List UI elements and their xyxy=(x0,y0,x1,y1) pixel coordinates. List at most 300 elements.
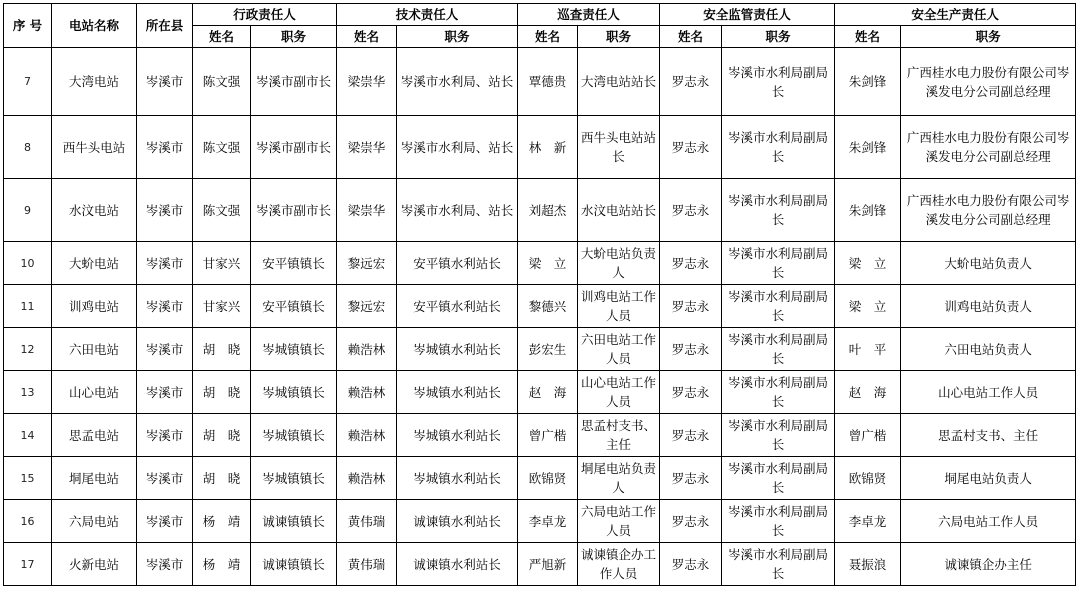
header-post: 职务 xyxy=(722,26,835,48)
patrol-name-cell xyxy=(518,543,578,586)
station-cell xyxy=(52,285,137,328)
tech-post-cell xyxy=(397,179,518,242)
seq-cell xyxy=(4,457,52,500)
tech-name-cell xyxy=(337,116,397,179)
seq-cell-text: 10 xyxy=(20,256,35,270)
safety-post-cell xyxy=(901,371,1076,414)
admin-name-cell-text: 胡 晓 xyxy=(202,384,241,400)
seq-cell xyxy=(4,500,52,543)
admin-name-cell xyxy=(193,457,251,500)
patrol-post-cell xyxy=(578,116,660,179)
county-cell-text: 岑溪市 xyxy=(145,470,184,486)
patrol-name-cell xyxy=(518,457,578,500)
supervision-post-cell xyxy=(722,414,835,457)
admin-post-cell-text: 安平镇镇长 xyxy=(262,298,325,314)
table-row xyxy=(4,285,1076,328)
station-cell xyxy=(52,116,137,179)
county-cell-text: 岑溪市 xyxy=(145,513,184,529)
header-post: 职务 xyxy=(251,26,337,48)
tech-name-cell-text: 赖浩林 xyxy=(347,427,386,443)
tech-name-cell xyxy=(337,414,397,457)
supervision-name-cell xyxy=(660,328,722,371)
tech-post-cell xyxy=(397,242,518,285)
admin-post-cell-text: 诚谏镇镇长 xyxy=(262,513,325,529)
admin-name-cell xyxy=(193,285,251,328)
county-cell-text: 岑溪市 xyxy=(145,74,184,89)
tech-name-cell xyxy=(337,285,397,328)
safety-name-cell xyxy=(835,457,901,500)
station-cell-text: 山心电站 xyxy=(68,384,119,400)
station-cell xyxy=(52,48,137,116)
county-cell-text: 岑溪市 xyxy=(145,341,184,357)
table-row xyxy=(4,116,1076,179)
station-cell-text: 西牛头电站 xyxy=(62,139,126,155)
patrol-name-cell xyxy=(518,179,578,242)
admin-post-cell-text: 岑溪市副市长 xyxy=(256,139,332,155)
safety-post-cell xyxy=(901,500,1076,543)
seq-cell-text: 12 xyxy=(20,342,35,356)
safety-name-cell-text: 朱剑锋 xyxy=(848,202,887,218)
safety-name-cell xyxy=(835,116,901,179)
admin-name-cell xyxy=(193,242,251,285)
header-name: 姓名 xyxy=(518,26,578,48)
seq-cell xyxy=(4,371,52,414)
tech-name-cell xyxy=(337,242,397,285)
patrol-post-cell-text: 西牛头电站站长 xyxy=(581,130,657,164)
supervision-post-cell xyxy=(722,371,835,414)
header-group-tech: 技术责任人 xyxy=(337,4,518,26)
county-cell xyxy=(137,179,193,242)
safety-post-cell-text: 六田电站负责人 xyxy=(944,341,1032,357)
safety-post-cell-text: 大蚧电站负责人 xyxy=(944,255,1032,271)
tech-post-cell xyxy=(397,116,518,179)
supervision-name-cell-text: 罗志永 xyxy=(671,255,710,271)
supervision-name-cell xyxy=(660,371,722,414)
tech-post-cell xyxy=(397,371,518,414)
admin-name-cell-text: 杨 靖 xyxy=(202,513,241,529)
header-seq: 序 号 xyxy=(4,4,52,48)
safety-post-cell-text: 垌尾电站负责人 xyxy=(944,470,1032,486)
header-group-admin: 行政责任人 xyxy=(193,4,337,26)
tech-post-cell-text: 诚谏镇水利站长 xyxy=(413,513,501,529)
patrol-name-cell xyxy=(518,371,578,414)
station-cell xyxy=(52,500,137,543)
safety-post-cell-text: 思孟村支书、主任 xyxy=(938,427,1039,443)
seq-cell-text: 15 xyxy=(20,471,35,485)
patrol-post-cell xyxy=(578,414,660,457)
safety-post-cell-text: 六局电站工作人员 xyxy=(938,513,1039,529)
supervision-post-cell xyxy=(722,242,835,285)
supervision-post-cell-text: 岑溪市水利局副局长 xyxy=(728,130,829,164)
county-cell xyxy=(137,328,193,371)
supervision-post-cell xyxy=(722,285,835,328)
supervision-name-cell xyxy=(660,179,722,242)
supervision-name-cell-text: 罗志永 xyxy=(671,470,710,486)
admin-name-cell-text: 甘家兴 xyxy=(202,298,241,314)
tech-post-cell-text: 安平镇水利站长 xyxy=(413,298,501,314)
county-cell xyxy=(137,242,193,285)
safety-post-cell-text: 广西桂水电力股份有限公司岑溪发电分公司副总经理 xyxy=(906,64,1070,99)
station-cell-text: 思孟电站 xyxy=(68,427,119,443)
county-cell xyxy=(137,116,193,179)
admin-name-cell xyxy=(193,116,251,179)
tech-name-cell-text: 黎远宏 xyxy=(347,255,386,271)
supervision-name-cell-text: 罗志永 xyxy=(671,427,710,443)
patrol-post-cell-text: 大湾电站站长 xyxy=(581,74,657,89)
responsibility-table xyxy=(3,3,1076,586)
tech-post-cell xyxy=(397,48,518,116)
supervision-post-cell xyxy=(722,457,835,500)
tech-name-cell-text: 赖浩林 xyxy=(347,341,386,357)
supervision-post-cell xyxy=(722,179,835,242)
tech-post-cell-text: 岑城镇水利站长 xyxy=(413,427,501,443)
patrol-post-cell xyxy=(578,371,660,414)
supervision-name-cell-text: 罗志永 xyxy=(671,139,710,155)
county-cell-text: 岑溪市 xyxy=(145,556,184,572)
tech-name-cell-text: 赖浩林 xyxy=(347,470,386,486)
supervision-name-cell xyxy=(660,242,722,285)
header-county: 所在县 xyxy=(137,4,193,48)
supervision-name-cell xyxy=(660,285,722,328)
patrol-name-cell-text: 李卓龙 xyxy=(528,513,567,529)
tech-post-cell-text: 岑城镇水利站长 xyxy=(413,384,501,400)
table-row xyxy=(4,500,1076,543)
seq-cell-text: 13 xyxy=(20,385,35,399)
patrol-name-cell-text: 刘超杰 xyxy=(528,202,567,218)
safety-name-cell xyxy=(835,328,901,371)
admin-post-cell-text: 安平镇镇长 xyxy=(262,255,325,271)
supervision-post-cell xyxy=(722,543,835,586)
tech-name-cell-text: 黎远宏 xyxy=(347,298,386,314)
supervision-name-cell xyxy=(660,414,722,457)
supervision-post-cell xyxy=(722,500,835,543)
tech-post-cell-text: 岑溪市水利局、站长 xyxy=(400,202,514,218)
header-name: 姓名 xyxy=(337,26,397,48)
admin-name-cell-text: 陈文强 xyxy=(202,74,241,89)
safety-name-cell-text: 李卓龙 xyxy=(848,513,887,529)
safety-name-cell-text: 朱剑锋 xyxy=(848,139,887,155)
safety-name-cell xyxy=(835,48,901,116)
admin-post-cell xyxy=(251,457,337,500)
admin-post-cell xyxy=(251,328,337,371)
safety-post-cell xyxy=(901,179,1076,242)
county-cell-text: 岑溪市 xyxy=(145,384,184,400)
supervision-post-cell-text: 岑溪市水利局副局长 xyxy=(728,64,829,99)
station-cell-text: 火新电站 xyxy=(68,556,119,572)
patrol-post-cell-text: 六局电站工作人员 xyxy=(581,504,657,538)
station-cell-text: 六局电站 xyxy=(68,513,119,529)
supervision-name-cell xyxy=(660,543,722,586)
seq-cell-text: 7 xyxy=(24,75,31,88)
safety-post-cell xyxy=(901,414,1076,457)
safety-name-cell-text: 梁 立 xyxy=(848,255,887,271)
patrol-name-cell xyxy=(518,48,578,116)
supervision-post-cell-text: 岑溪市水利局副局长 xyxy=(728,246,829,280)
admin-post-cell-text: 诚谏镇镇长 xyxy=(262,556,325,572)
seq-cell-text: 8 xyxy=(24,140,31,154)
safety-post-cell xyxy=(901,285,1076,328)
tech-post-cell-text: 安平镇水利站长 xyxy=(413,255,501,271)
safety-post-cell-text: 山心电站工作人员 xyxy=(938,384,1039,400)
header-post: 职务 xyxy=(901,26,1076,48)
patrol-name-cell-text: 欧锦贤 xyxy=(528,470,567,486)
seq-cell-text: 11 xyxy=(20,299,35,313)
supervision-post-cell-text: 岑溪市水利局副局长 xyxy=(728,418,829,452)
table-row xyxy=(4,48,1076,116)
station-cell xyxy=(52,543,137,586)
station-cell xyxy=(52,242,137,285)
safety-post-cell-text: 广西桂水电力股份有限公司岑溪发电分公司副总经理 xyxy=(906,193,1070,227)
tech-name-cell xyxy=(337,543,397,586)
safety-name-cell xyxy=(835,371,901,414)
station-cell-text: 水汶电站 xyxy=(68,202,119,218)
station-cell xyxy=(52,371,137,414)
safety-name-cell xyxy=(835,500,901,543)
safety-post-cell xyxy=(901,116,1076,179)
table-row xyxy=(4,414,1076,457)
patrol-post-cell-text: 垌尾电站负责人 xyxy=(581,461,657,495)
table-row xyxy=(4,179,1076,242)
tech-post-cell xyxy=(397,285,518,328)
patrol-post-cell xyxy=(578,543,660,586)
admin-post-cell xyxy=(251,179,337,242)
safety-post-cell xyxy=(901,543,1076,586)
tech-post-cell-text: 岑溪市水利局、站长 xyxy=(400,74,514,89)
patrol-name-cell-text: 林 新 xyxy=(528,139,567,155)
supervision-post-cell-text: 岑溪市水利局副局长 xyxy=(728,375,829,409)
admin-name-cell-text: 陈文强 xyxy=(202,139,241,155)
tech-post-cell xyxy=(397,328,518,371)
patrol-name-cell xyxy=(518,500,578,543)
supervision-post-cell xyxy=(722,48,835,116)
safety-post-cell xyxy=(901,242,1076,285)
tech-post-cell xyxy=(397,414,518,457)
county-cell xyxy=(137,543,193,586)
tech-name-cell xyxy=(337,48,397,116)
station-cell xyxy=(52,414,137,457)
supervision-post-cell xyxy=(722,116,835,179)
station-cell xyxy=(52,328,137,371)
admin-name-cell xyxy=(193,500,251,543)
patrol-name-cell xyxy=(518,116,578,179)
admin-post-cell xyxy=(251,285,337,328)
station-cell-text: 六田电站 xyxy=(68,341,119,357)
tech-name-cell xyxy=(337,179,397,242)
admin-name-cell xyxy=(193,328,251,371)
header-group-supervision: 安全监管责任人 xyxy=(660,4,835,26)
supervision-post-cell-text: 岑溪市水利局副局长 xyxy=(728,504,829,538)
table-row xyxy=(4,328,1076,371)
tech-name-cell-text: 黄伟瑞 xyxy=(347,556,386,572)
admin-name-cell-text: 杨 靖 xyxy=(202,556,241,572)
admin-name-cell xyxy=(193,179,251,242)
supervision-name-cell-text: 罗志永 xyxy=(671,556,710,572)
admin-name-cell xyxy=(193,48,251,116)
safety-post-cell xyxy=(901,48,1076,116)
tech-name-cell-text: 赖浩林 xyxy=(347,384,386,400)
admin-post-cell xyxy=(251,414,337,457)
supervision-post-cell-text: 岑溪市水利局副局长 xyxy=(728,461,829,495)
tech-post-cell-text: 岑城镇水利站长 xyxy=(413,341,501,357)
patrol-post-cell xyxy=(578,457,660,500)
station-cell-text: 训鸡电站 xyxy=(68,298,119,314)
patrol-name-cell-text: 曾广楷 xyxy=(528,427,567,443)
tech-name-cell-text: 梁崇华 xyxy=(347,202,386,218)
safety-name-cell-text: 欧锦贤 xyxy=(848,470,887,486)
seq-cell xyxy=(4,116,52,179)
header-name: 姓名 xyxy=(660,26,722,48)
admin-post-cell xyxy=(251,543,337,586)
tech-name-cell xyxy=(337,328,397,371)
seq-cell-text: 14 xyxy=(20,428,35,442)
patrol-post-cell-text: 诚谏镇企办工作人员 xyxy=(581,547,657,581)
safety-name-cell-text: 曾广楷 xyxy=(848,427,887,443)
header-name: 姓名 xyxy=(193,26,251,48)
safety-post-cell-text: 训鸡电站负责人 xyxy=(944,298,1032,314)
seq-cell xyxy=(4,328,52,371)
county-cell xyxy=(137,414,193,457)
station-cell-text: 垌尾电站 xyxy=(68,470,119,486)
county-cell-text: 岑溪市 xyxy=(145,427,184,443)
supervision-post-cell-text: 岑溪市水利局副局长 xyxy=(728,289,829,323)
patrol-name-cell xyxy=(518,285,578,328)
admin-post-cell xyxy=(251,242,337,285)
admin-post-cell-text: 岑溪市副市长 xyxy=(256,202,332,218)
seq-cell-text: 9 xyxy=(24,203,31,217)
patrol-name-cell-text: 严旭新 xyxy=(528,556,567,572)
safety-name-cell-text: 朱剑锋 xyxy=(848,74,887,89)
safety-name-cell xyxy=(835,285,901,328)
supervision-name-cell xyxy=(660,116,722,179)
header-post: 职务 xyxy=(578,26,660,48)
tech-post-cell xyxy=(397,500,518,543)
supervision-name-cell-text: 罗志永 xyxy=(671,74,710,89)
supervision-post-cell-text: 岑溪市水利局副局长 xyxy=(728,547,829,581)
patrol-name-cell-text: 彭宏生 xyxy=(528,341,567,357)
county-cell-text: 岑溪市 xyxy=(145,298,184,314)
supervision-post-cell-text: 岑溪市水利局副局长 xyxy=(728,193,829,227)
supervision-name-cell-text: 罗志永 xyxy=(671,513,710,529)
safety-name-cell-text: 梁 立 xyxy=(848,298,887,314)
admin-post-cell-text: 岑城镇镇长 xyxy=(262,341,325,357)
patrol-post-cell-text: 六田电站工作人员 xyxy=(581,332,657,366)
county-cell xyxy=(137,457,193,500)
station-cell-text: 大湾电站 xyxy=(68,74,119,89)
station-cell-text: 大蚧电站 xyxy=(68,255,119,271)
county-cell xyxy=(137,371,193,414)
patrol-name-cell xyxy=(518,414,578,457)
admin-post-cell xyxy=(251,48,337,116)
patrol-post-cell-text: 山心电站工作人员 xyxy=(581,375,657,409)
safety-name-cell xyxy=(835,414,901,457)
supervision-name-cell xyxy=(660,457,722,500)
safety-name-cell xyxy=(835,242,901,285)
seq-cell xyxy=(4,48,52,116)
supervision-name-cell-text: 罗志永 xyxy=(671,341,710,357)
safety-post-cell-text: 诚谏镇企办主任 xyxy=(944,556,1032,572)
patrol-post-cell xyxy=(578,328,660,371)
supervision-name-cell-text: 罗志永 xyxy=(671,298,710,314)
header-post: 职务 xyxy=(397,26,518,48)
patrol-name-cell-text: 赵 海 xyxy=(528,384,567,400)
table-row xyxy=(4,543,1076,586)
tech-name-cell xyxy=(337,500,397,543)
header-station: 电站名称 xyxy=(52,4,137,48)
patrol-post-cell xyxy=(578,285,660,328)
tech-post-cell-text: 岑城镇水利站长 xyxy=(413,470,501,486)
patrol-post-cell-text: 训鸡电站工作人员 xyxy=(581,289,657,323)
header-group-safety: 安全生产责任人 xyxy=(835,4,1076,26)
supervision-post-cell-text: 岑溪市水利局副局长 xyxy=(728,332,829,366)
patrol-name-cell xyxy=(518,328,578,371)
admin-name-cell xyxy=(193,543,251,586)
patrol-post-cell-text: 水汶电站站长 xyxy=(581,202,657,218)
seq-cell xyxy=(4,414,52,457)
admin-post-cell xyxy=(251,116,337,179)
seq-cell-text: 16 xyxy=(20,514,35,528)
tech-name-cell xyxy=(337,371,397,414)
header-row-top xyxy=(4,4,1076,26)
tech-name-cell xyxy=(337,457,397,500)
patrol-post-cell-text: 思孟村支书、主任 xyxy=(581,418,657,452)
admin-post-cell-text: 岑城镇镇长 xyxy=(262,470,325,486)
admin-name-cell xyxy=(193,414,251,457)
admin-name-cell xyxy=(193,371,251,414)
patrol-post-cell xyxy=(578,179,660,242)
header-name: 姓名 xyxy=(835,26,901,48)
seq-cell xyxy=(4,179,52,242)
seq-cell xyxy=(4,543,52,586)
safety-post-cell-text: 广西桂水电力股份有限公司岑溪发电分公司副总经理 xyxy=(906,130,1070,164)
admin-post-cell-text: 岑城镇镇长 xyxy=(262,427,325,443)
tech-post-cell-text: 诚谏镇水利站长 xyxy=(413,556,501,572)
safety-name-cell xyxy=(835,179,901,242)
patrol-name-cell-text: 黎德兴 xyxy=(528,298,567,314)
county-cell xyxy=(137,285,193,328)
station-cell xyxy=(52,457,137,500)
tech-post-cell xyxy=(397,457,518,500)
safety-name-cell-text: 赵 海 xyxy=(848,384,887,400)
supervision-name-cell-text: 罗志永 xyxy=(671,384,710,400)
supervision-name-cell xyxy=(660,500,722,543)
admin-post-cell xyxy=(251,371,337,414)
safety-name-cell xyxy=(835,543,901,586)
patrol-name-cell-text: 覃德贵 xyxy=(528,74,567,89)
seq-cell xyxy=(4,242,52,285)
tech-name-cell-text: 梁崇华 xyxy=(347,74,386,89)
admin-post-cell xyxy=(251,500,337,543)
supervision-name-cell-text: 罗志永 xyxy=(671,202,710,218)
patrol-post-cell xyxy=(578,48,660,116)
patrol-name-cell xyxy=(518,242,578,285)
admin-name-cell-text: 胡 晓 xyxy=(202,427,241,443)
county-cell-text: 岑溪市 xyxy=(145,139,184,155)
county-cell-text: 岑溪市 xyxy=(145,255,184,271)
county-cell xyxy=(137,500,193,543)
county-cell-text: 岑溪市 xyxy=(145,202,184,218)
admin-name-cell-text: 胡 晓 xyxy=(202,341,241,357)
seq-cell-text: 17 xyxy=(20,557,35,571)
patrol-post-cell-text: 大蚧电站负责人 xyxy=(581,246,657,280)
supervision-post-cell xyxy=(722,328,835,371)
patrol-post-cell xyxy=(578,242,660,285)
tech-post-cell-text: 岑溪市水利局、站长 xyxy=(400,139,514,155)
table-row xyxy=(4,242,1076,285)
safety-post-cell xyxy=(901,328,1076,371)
admin-post-cell-text: 岑城镇镇长 xyxy=(262,384,325,400)
supervision-name-cell xyxy=(660,48,722,116)
safety-post-cell xyxy=(901,457,1076,500)
